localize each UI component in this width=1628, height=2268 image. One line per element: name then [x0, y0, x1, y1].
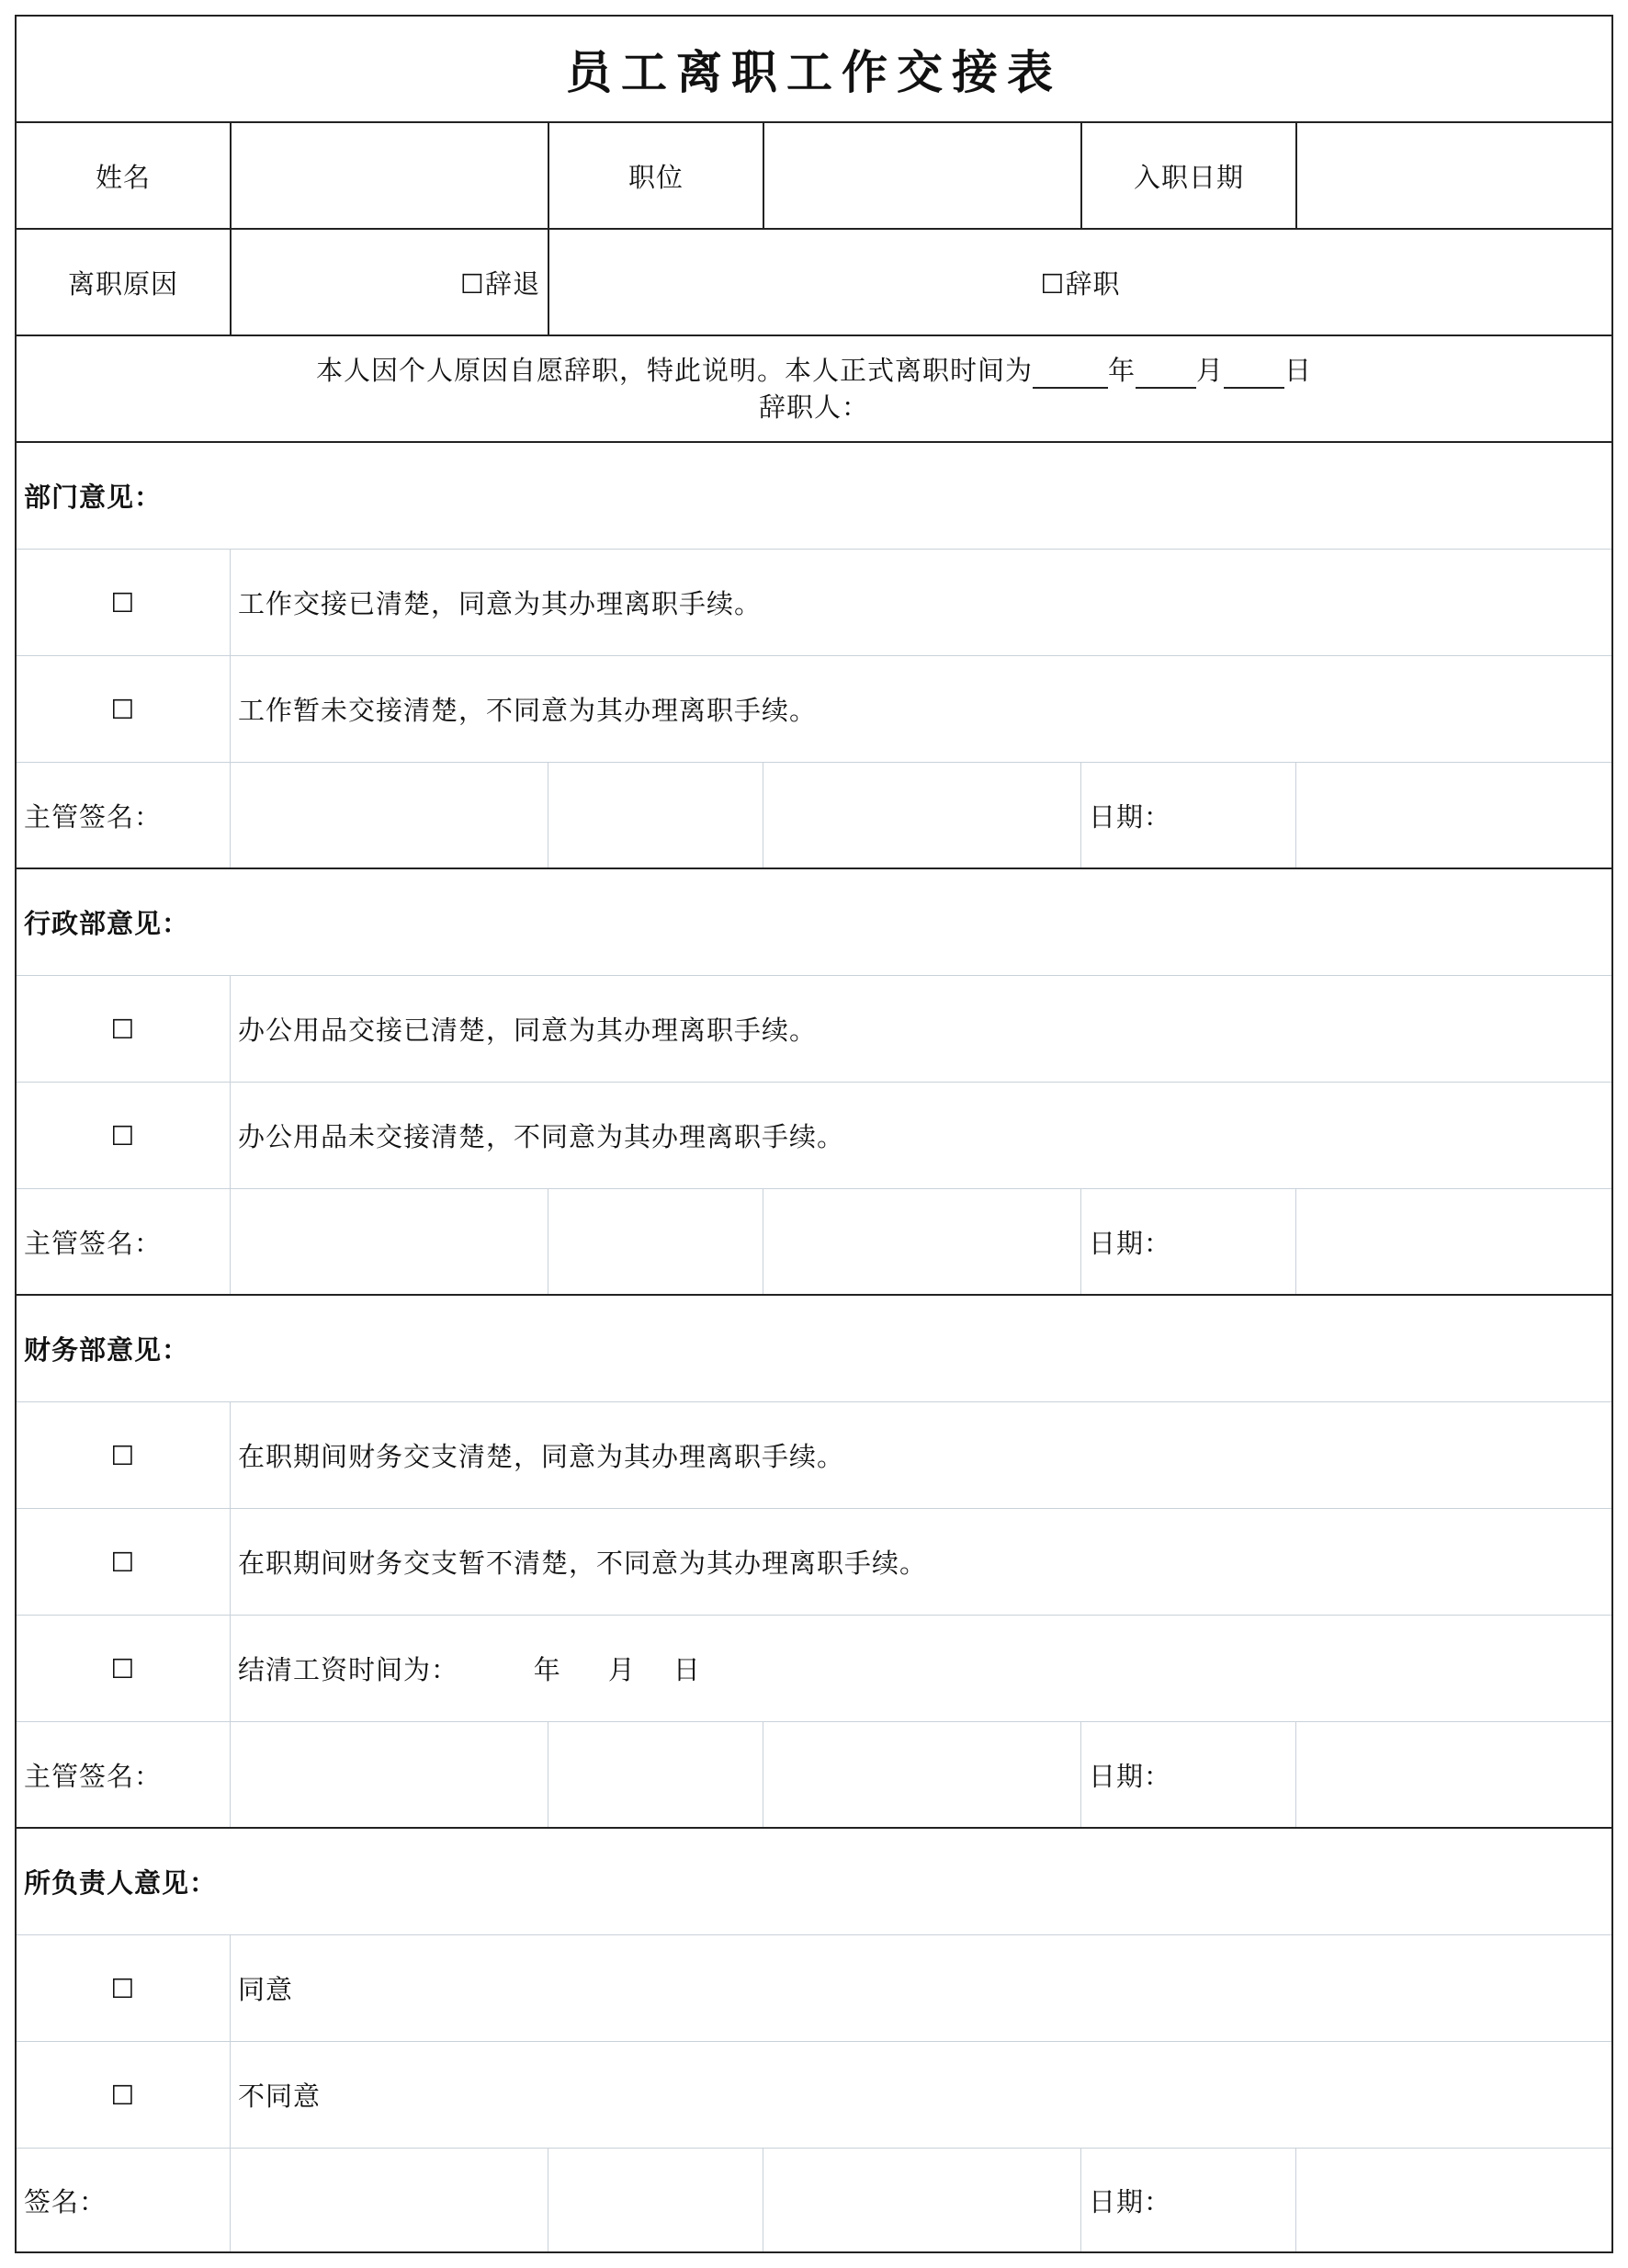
finance-option-row — [17, 1402, 1611, 1509]
finance-sign-field[interactable] — [230, 1722, 548, 1827]
head-option2-text: 不同意 — [230, 2042, 1611, 2148]
finance-heading-row — [17, 1296, 1611, 1402]
head-sign-field-3[interactable] — [763, 2149, 1080, 2251]
head-sign-field[interactable] — [230, 2149, 548, 2251]
dept-option1-text: 工作交接已清楚，同意为其办理离职手续。 — [230, 550, 1611, 655]
admin-option2-checkbox[interactable]: ☐ — [110, 1119, 136, 1151]
title-row — [17, 17, 1611, 123]
finance-option-row — [17, 1509, 1611, 1616]
position-label: 职位 — [548, 123, 763, 228]
finance-option1-checkbox[interactable]: ☐ — [110, 1439, 136, 1471]
year-label: 年 — [1107, 355, 1136, 386]
finance-date-field[interactable] — [1295, 1722, 1611, 1827]
dismissal-checkbox[interactable]: ☐辞退 — [230, 230, 548, 335]
day-label: 日 — [1284, 355, 1313, 386]
finance-sign-field-3[interactable] — [763, 1722, 1080, 1827]
statement-line — [316, 352, 1312, 389]
head-heading-row — [17, 1829, 1611, 1935]
finance-sign-field-2[interactable] — [548, 1722, 763, 1827]
hire-date-label: 入职日期 — [1080, 123, 1295, 228]
dept-sign-field-3[interactable] — [763, 763, 1080, 868]
admin-heading-row — [17, 869, 1611, 976]
finance-sign-label: 主管签名： — [24, 1760, 163, 1792]
dept-option2-checkbox[interactable]: ☐ — [110, 693, 136, 725]
dept-sign-label: 主管签名： — [24, 800, 163, 833]
admin-option-row — [17, 1083, 1611, 1189]
finance-option-row — [17, 1616, 1611, 1722]
dept-option-row — [17, 550, 1611, 656]
reason-row — [17, 230, 1611, 336]
reason-label: 离职原因 — [67, 267, 178, 300]
form-title: 员工离职工作交接表 — [566, 46, 1062, 99]
finance-option3-text: 结清工资时间为： 年 月 日 — [230, 1616, 1611, 1721]
day-blank[interactable] — [1224, 359, 1284, 389]
statement-row — [17, 336, 1611, 443]
dept-date-field[interactable] — [1295, 763, 1611, 868]
dept-heading-row — [17, 443, 1611, 550]
admin-sign-label: 主管签名： — [24, 1227, 163, 1259]
head-date-field[interactable] — [1295, 2149, 1611, 2251]
admin-sign-field[interactable] — [230, 1189, 548, 1294]
basic-info-row — [17, 123, 1611, 230]
admin-date-label: 日期： — [1080, 1189, 1295, 1294]
finance-date-label: 日期： — [1080, 1722, 1295, 1827]
admin-heading: 行政部意见： — [24, 908, 190, 939]
statement-block — [17, 336, 1611, 441]
hire-date-field[interactable] — [1295, 123, 1611, 228]
dept-date-label: 日期： — [1080, 763, 1295, 868]
finance-option2-checkbox[interactable]: ☐ — [110, 1546, 136, 1578]
admin-option1-text: 办公用品交接已清楚，同意为其办理离职手续。 — [230, 976, 1611, 1082]
admin-sign-field-3[interactable] — [763, 1189, 1080, 1294]
dept-sign-field-2[interactable] — [548, 763, 763, 868]
resignation-handover-form — [15, 15, 1613, 2253]
finance-heading: 财务部意见： — [24, 1334, 190, 1366]
dept-sign-row — [17, 763, 1611, 869]
head-sign-field-2[interactable] — [548, 2149, 763, 2251]
admin-sign-row — [17, 1189, 1611, 1296]
admin-option-row — [17, 976, 1611, 1083]
finance-option1-text: 在职期间财务交支清楚，同意为其办理离职手续。 — [230, 1402, 1611, 1508]
name-field[interactable] — [230, 123, 548, 228]
dept-option1-checkbox[interactable]: ☐ — [110, 586, 136, 618]
dept-sign-field[interactable] — [230, 763, 548, 868]
month-blank[interactable] — [1136, 359, 1196, 389]
head-option-row — [17, 2042, 1611, 2149]
head-heading: 所负责人意见： — [24, 1867, 218, 1899]
dept-heading: 部门意见： — [24, 482, 163, 513]
signer-label: 辞职人： — [758, 391, 869, 423]
year-blank[interactable] — [1033, 359, 1108, 389]
head-option1-text: 同意 — [230, 1935, 1611, 2041]
admin-sign-field-2[interactable] — [548, 1189, 763, 1294]
dept-option2-text: 工作暂未交接清楚，不同意为其办理离职手续。 — [230, 656, 1611, 762]
head-option1-checkbox[interactable]: ☐ — [110, 1972, 136, 2004]
resign-checkbox[interactable]: ☐辞职 — [548, 230, 1611, 335]
admin-option1-checkbox[interactable]: ☐ — [110, 1013, 136, 1045]
admin-option2-text: 办公用品未交接清楚，不同意为其办理离职手续。 — [230, 1083, 1611, 1188]
head-sign-row — [17, 2149, 1611, 2251]
finance-option2-text: 在职期间财务交支暂不清楚，不同意为其办理离职手续。 — [230, 1509, 1611, 1615]
head-option-row — [17, 1935, 1611, 2042]
dept-option-row — [17, 656, 1611, 763]
position-field[interactable] — [763, 123, 1080, 228]
statement-text: 本人因个人原因自愿辞职，特此说明。本人正式离职时间为 — [315, 355, 1033, 386]
head-date-label: 日期： — [1080, 2149, 1295, 2251]
head-option2-checkbox[interactable]: ☐ — [110, 2079, 136, 2111]
finance-option3-checkbox[interactable]: ☐ — [110, 1652, 136, 1684]
finance-sign-row — [17, 1722, 1611, 1829]
name-label: 姓名 — [95, 161, 151, 193]
head-sign-label: 签名： — [24, 2185, 107, 2217]
month-label: 月 — [1196, 355, 1225, 386]
admin-date-field[interactable] — [1295, 1189, 1611, 1294]
